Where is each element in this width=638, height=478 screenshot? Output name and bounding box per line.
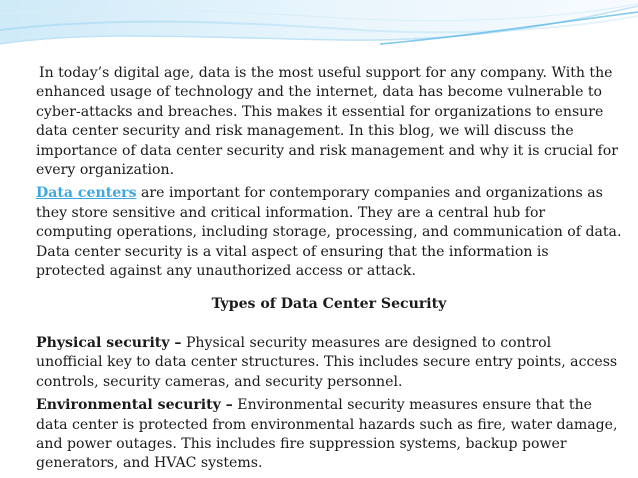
environmental-security-label: Environmental security – [36,397,233,414]
intro-paragraph: In today’s digital age, data is the most useful support for any company. With the enhanced usage of technology and the internet, data has become vulnerable to cyber-attacks and breaches. This makes it essential for organizations to ensure data center security and risk management. In this blog, we will discuss the importance of data center security and risk management and why it is crucial for every organization. [36,65,618,179]
environmental-security-text: Environmental security measures ensure that the data center is protected from environmental hazards such as fire, water damage, and power outages. This includes fire suppression systems, backup power generators, and HVAC systems. [36,397,618,472]
physical-security-text: Physical security measures are designed to control unofficial key to data center structures. This includes secure entry points, access controls, security cameras, and security personnel. [36,334,618,390]
data-centers-link[interactable]: Data centers [36,185,137,202]
environmental-security-paragraph [36,396,622,474]
physical-security-label: Physical security – [36,334,182,351]
header-wave-decoration [0,0,638,70]
document-body [36,64,622,478]
physical-security-paragraph [36,334,622,392]
data-centers-text: are important for contemporary companies and organizations as they store sensitive and critical information. They are a central hub for computing operations, including storage, processing, and communication of data. Data center security is a vital aspect of ensuring that the information is protected against any unauthorized access or attack. [36,185,622,280]
data-centers-paragraph [36,184,622,281]
section-heading: Types of Data Center Security [211,296,447,313]
